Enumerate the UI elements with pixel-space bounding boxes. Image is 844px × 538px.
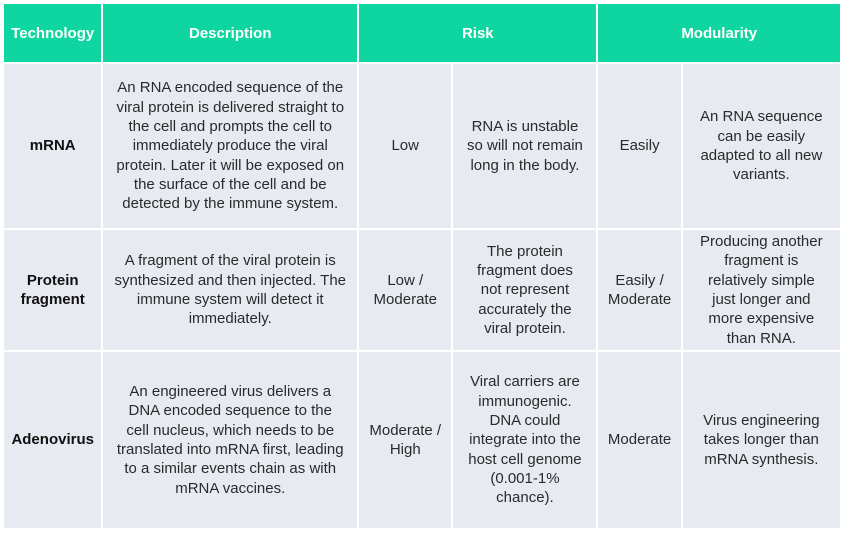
- table-row: [4, 352, 840, 528]
- table-row: [4, 64, 840, 228]
- modularity-level-cell: Easily: [598, 64, 680, 228]
- header-row: [4, 4, 840, 62]
- risk-level-cell: Moderate / High: [359, 352, 451, 528]
- modularity-note-cell: Virus engineering takes longer than mRNA synthesis.: [683, 352, 840, 528]
- vaccine-comparison-table: [2, 2, 842, 530]
- header-risk: Risk: [359, 4, 596, 62]
- risk-level-cell: Low / Moderate: [359, 230, 451, 350]
- description-cell: An engineered virus delivers a DNA encoded sequence to the cell nucleus, which needs to be translated into mRNA first, leading to a similar events chain as with mRNA vaccines.: [103, 352, 357, 528]
- modularity-note-cell: An RNA sequence can be easily adapted to all new variants.: [683, 64, 840, 228]
- risk-note-cell: The protein fragment does not represent accurately the viral protein.: [453, 230, 596, 350]
- header-technology: Technology: [4, 4, 101, 62]
- modularity-level-cell: Easily / Moderate: [598, 230, 680, 350]
- technology-cell: Protein fragment: [4, 230, 101, 350]
- technology-cell: mRNA: [4, 64, 101, 228]
- modularity-note-cell: Producing another fragment is relatively simple just longer and more expensive than RNA.: [683, 230, 840, 350]
- header-description: Description: [103, 4, 357, 62]
- risk-level-cell: Low: [359, 64, 451, 228]
- description-cell: A fragment of the viral protein is synthesized and then injected. The immune system will detect it immediately.: [103, 230, 357, 350]
- technology-cell: Adenovirus: [4, 352, 101, 528]
- table-row: [4, 230, 840, 350]
- risk-note-cell: Viral carriers are immunogenic. DNA could integrate into the host cell genome (0.001-1% chance).: [453, 352, 596, 528]
- header-modularity: Modularity: [598, 4, 840, 62]
- risk-note-cell: RNA is unstable so will not remain long in the body.: [453, 64, 596, 228]
- description-cell: An RNA encoded sequence of the viral protein is delivered straight to the cell and prompts the cell to immediately produce the viral protein. Later it will be exposed on the surface of the cell and be detected by the immune system.: [103, 64, 357, 228]
- modularity-level-cell: Moderate: [598, 352, 680, 528]
